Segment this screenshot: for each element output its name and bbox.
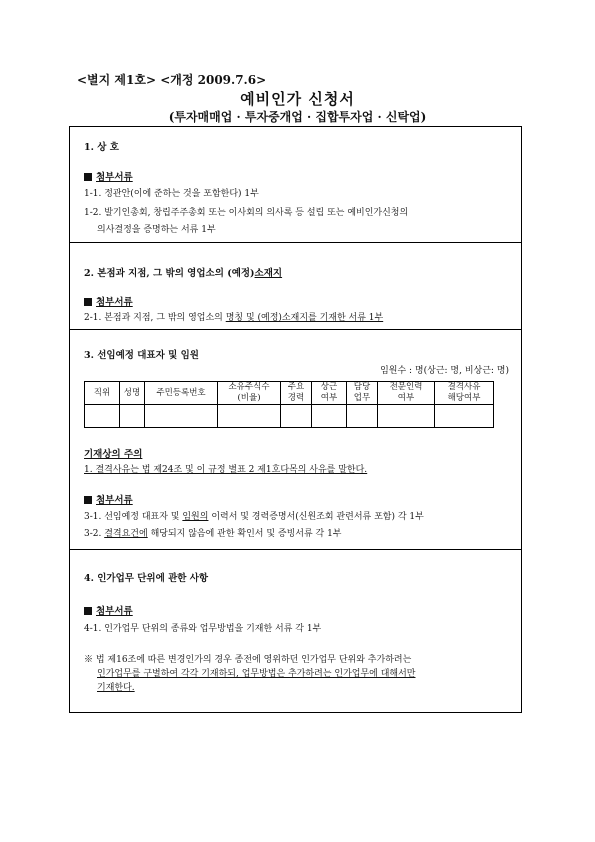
section1-item-1: 1-1. 정관안(이에 준하는 것을 포함한다) 1부: [84, 189, 259, 199]
section4-attachments-heading: 첨부서류: [84, 603, 133, 617]
section3-title: 3. 선임예정 대표자 및 임원: [84, 350, 199, 361]
cell-name[interactable]: [120, 405, 145, 428]
col-career: 주요 경력: [281, 382, 312, 405]
col-shares: 소유주식수 (비율): [218, 382, 281, 405]
form-header: [77, 71, 266, 88]
section4-title: 4. 인가업무 단위에 관한 사항: [84, 573, 209, 584]
col-disqualification: 결격사유 해당여부: [435, 382, 494, 405]
col-fulltime: 상근 여부: [312, 382, 347, 405]
divider: [70, 242, 521, 243]
section1-title: 1. 상 호: [84, 142, 119, 153]
col-duty: 담당 업무: [347, 382, 378, 405]
section1-item-2: 1-2. 발기인총회, 창립주주총회 또는 이사회의 의사록 등 설립 또는 예비인가신청의: [84, 208, 409, 218]
officer-count: 임원수 : 명(상근: 명, 비상근: 명): [380, 366, 509, 376]
cell-career[interactable]: [281, 405, 312, 428]
section2-item-1: 2-1. 본점과 지점, 그 밖의 영업소의 명칭 및 (예정)소재지를 기재한 서류 1부: [84, 313, 384, 323]
divider: [70, 549, 521, 550]
cell-fulltime[interactable]: [312, 405, 347, 428]
cell-resident-number[interactable]: [145, 405, 218, 428]
section1-item-2-cont: 의사결정을 증명하는 서류 1부: [97, 225, 216, 235]
cell-position[interactable]: [85, 405, 120, 428]
section2-title: 2. 본점과 지점, 그 밖의 영업소의 (예정)소재지: [84, 268, 283, 279]
note-line-2: 인가업무를 구별하여 각각 기재하되, 업무방법은 추가하려는 인가업무에 대해서만: [97, 669, 416, 679]
square-bullet-icon: [84, 173, 92, 181]
section1-attachments-heading: 첨부서류: [84, 169, 133, 183]
col-resident-number: 주민등록번호: [145, 382, 218, 405]
square-bullet-icon: [84, 607, 92, 615]
cell-duty[interactable]: [347, 405, 378, 428]
note-line-3: 기재한다.: [97, 683, 135, 693]
divider: [70, 329, 521, 330]
officer-table: [84, 381, 494, 428]
section2-attachments-heading: 첨부서류: [84, 294, 133, 308]
change-authorization-note: [84, 653, 514, 695]
caution-heading: 기재상의 주의: [84, 449, 143, 460]
note-line-1: ※ 법 제16조에 따른 변경인가의 경우 종전에 영위하던 인가업무 단위와 추가하려는: [84, 655, 412, 665]
form-label: <별지 제1호>: [77, 73, 157, 87]
col-name: 성명: [120, 382, 145, 405]
page-title: 예비인가 신청서: [240, 90, 355, 108]
table-header-row: [85, 382, 494, 405]
cell-disqualification[interactable]: [435, 405, 494, 428]
form-frame: [69, 126, 522, 713]
section3-item-2: 3-2. 결격요건에 해당되지 않음에 관한 확인서 및 증빙서류 각 1부: [84, 529, 342, 539]
square-bullet-icon: [84, 298, 92, 306]
col-position: 직위: [85, 382, 120, 405]
cell-expert[interactable]: [378, 405, 435, 428]
revision-label: <개정 2009.7.6>: [160, 73, 267, 87]
col-expert: 전문인력 여부: [378, 382, 435, 405]
section4-item-1: 4-1. 인가업무 단위의 종류와 업무방법을 기재한 서류 각 1부: [84, 624, 322, 634]
cell-shares[interactable]: [218, 405, 281, 428]
section3-attachments-heading: 첨부서류: [84, 492, 133, 506]
section3-item-1: 3-1. 선임예정 대표자 및 임원의 이력서 및 경력증명서(신원조회 관련서류 포함) 각 1부: [84, 512, 424, 522]
square-bullet-icon: [84, 496, 92, 504]
page-subtitle: (투자매매업 · 투자중개업 · 집합투자업 · 신탁업): [168, 110, 427, 124]
caution-text: 1. 결격사유는 법 제24조 및 이 규정 별표 2 제1호다목의 사유를 말한다.: [84, 465, 368, 475]
table-row: [85, 405, 494, 428]
